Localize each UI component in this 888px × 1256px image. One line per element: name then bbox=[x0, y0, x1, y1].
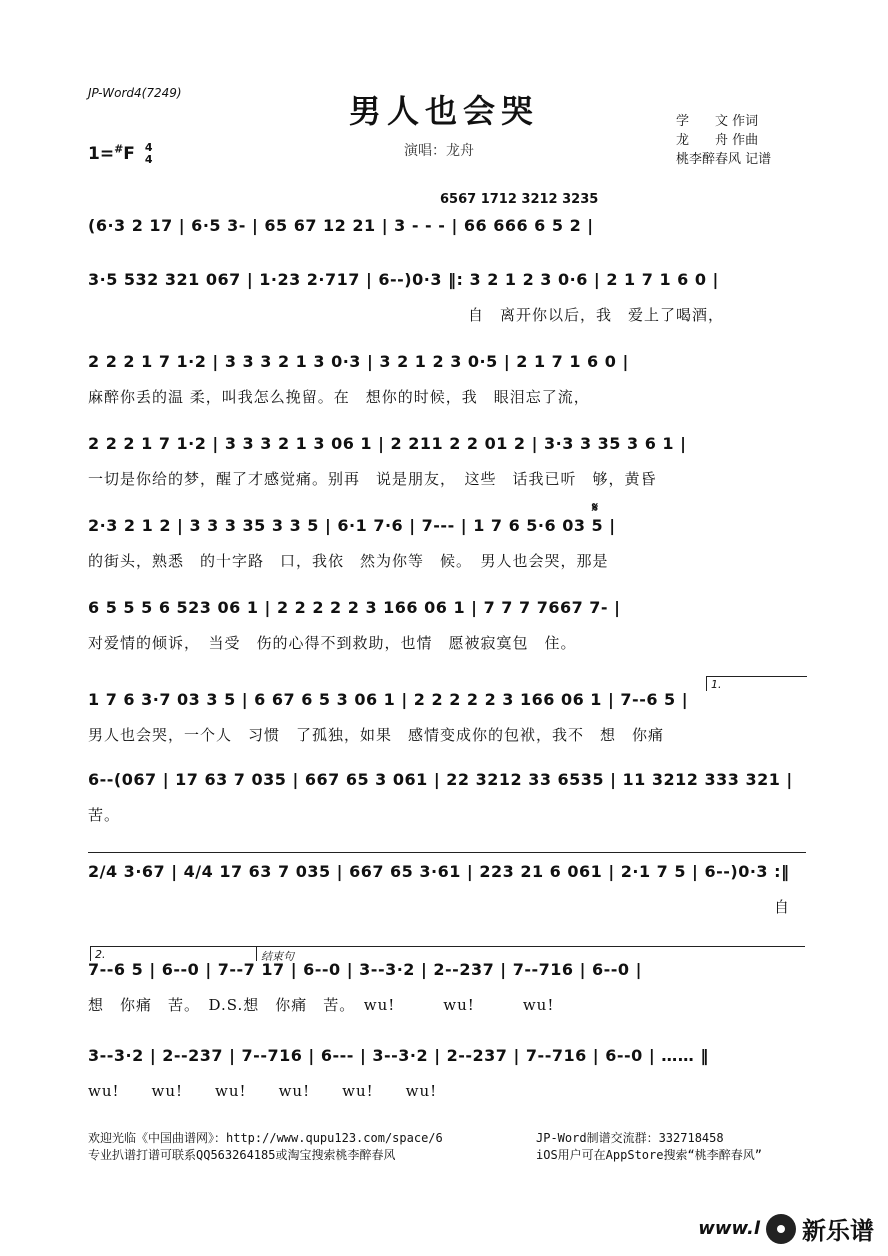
song-title: 男人也会哭 bbox=[348, 92, 539, 130]
row-lyrics: 一切是你给的梦，醒了才感觉痛。别再 说是朋友， 这些 话我已听 够，黄昏 bbox=[88, 470, 657, 488]
row-notes: 6 5 5 5 6 523 06 1 | 2 2 2 2 2 3 166 06 1 | 7 7 7 7667 7- | bbox=[88, 598, 621, 617]
score-row bbox=[88, 770, 806, 840]
score-row bbox=[88, 690, 806, 760]
row-lyrics: 苦。 bbox=[88, 806, 121, 824]
row-notes: 3·5 532 321 067 | 1·23 2·717 | 6--)0·3 ‖: 3 2 1 2 3 0·6 | 2 1 7 1 6 0 | bbox=[88, 270, 719, 289]
first-ending-bracket bbox=[706, 676, 807, 691]
sharp-sign: # bbox=[114, 142, 124, 156]
row-notes: 1 7 6 3·7 03 3 5 | 6 67 6 5 3 06 1 | 2 2 2 2 2 3 166 06 1 | 7--6 5 | bbox=[88, 690, 689, 709]
footer-right-line-1: JP-Word制谱交流群：332718458 bbox=[536, 1131, 724, 1145]
score-row bbox=[88, 1046, 806, 1116]
time-top: 4 bbox=[144, 141, 153, 154]
footer-left-line-2: 专业扒谱打谱可联系QQ563264185或淘宝搜索桃李醉春风 bbox=[88, 1148, 396, 1162]
key-note: F bbox=[123, 144, 135, 164]
row-lyrics: 自 离开你以后，我 爱上了喝酒， bbox=[468, 306, 725, 324]
row-lyrics: 麻醉你丢的温 柔，叫我怎么挽留。在 想你的时候，我 眼泪忘了流， bbox=[88, 388, 590, 406]
footer-left bbox=[88, 1130, 443, 1164]
brand-name: 新乐谱 bbox=[802, 1217, 874, 1245]
row-notes-above: 6567 1712 3212 3235 bbox=[440, 192, 599, 207]
system-line bbox=[88, 852, 806, 853]
row-lyrics: 对爱情的倾诉， 当受 伤的心得不到救助，也情 愿被寂寞包 住。 bbox=[88, 634, 577, 652]
score-row bbox=[88, 434, 806, 504]
key-signature bbox=[88, 142, 153, 166]
score-row bbox=[88, 862, 806, 932]
footer-right bbox=[536, 1130, 762, 1164]
site-brand bbox=[698, 1211, 874, 1246]
singer: 演唱：龙舟 bbox=[404, 143, 474, 159]
row-notes: 2·3 2 1 2 | 3 3 3 35 3 3 5 | 6·1 7·6 | 7--- | 1 7 6 5·6 03 5 | bbox=[88, 516, 616, 535]
score-row bbox=[88, 516, 806, 586]
credits bbox=[676, 112, 771, 169]
score-row bbox=[88, 960, 806, 1030]
row-notes: 6--(067 | 17 63 7 035 | 667 65 3 061 | 22 3212 33 6535 | 11 3212 333 321 | bbox=[88, 770, 793, 789]
row-notes: (6·3 2 17 | 6·5 3- | 65 67 12 21 | 3 - - - | 66 666 6 5 2 | bbox=[88, 216, 594, 235]
segno-sign: 𝄋 bbox=[592, 500, 599, 516]
coda-bracket bbox=[256, 946, 805, 961]
record-disc-icon bbox=[766, 1214, 796, 1244]
second-ending-label: 2. bbox=[95, 948, 106, 961]
credit-composer: 龙 舟 作曲 bbox=[676, 133, 759, 148]
row-lyrics: 想 你痛 苦。 D.S.想 你痛 苦。 wu! wu! wu! bbox=[88, 996, 555, 1014]
score-row bbox=[88, 598, 806, 668]
footer-left-line-1: 欢迎光临《中国曲谱网》：http://www.qupu123.com/space/6 bbox=[88, 1131, 443, 1145]
brand-url: www.l bbox=[698, 1218, 760, 1239]
row-lyrics: 的街头，熟悉 的十字路 口，我依 然为你等 候。 男人也会哭，那是 bbox=[88, 552, 609, 570]
time-bottom: 4 bbox=[144, 153, 153, 166]
row-notes: 7--6 5 | 6--0 | 7--7 17 | 6--0 | 3--3·2 | 2--237 | 7--716 | 6--0 | bbox=[88, 960, 642, 979]
row-lyrics: 男人也会哭，一个人 习惯 了孤独，如果 感情变成你的包袱，我不 想 你痛 bbox=[88, 726, 665, 744]
row-lyrics: wu! wu! wu! wu! wu! wu! bbox=[88, 1082, 438, 1100]
score-row bbox=[88, 352, 806, 422]
credit-lyricist: 学 文 作词 bbox=[676, 114, 759, 129]
credit-transcriber: 桃李醉春风 记谱 bbox=[676, 152, 772, 167]
first-ending-label: 1. bbox=[711, 678, 722, 691]
score-row bbox=[88, 270, 806, 340]
row-lyrics: 自 bbox=[774, 898, 791, 916]
time-signature bbox=[145, 142, 153, 166]
row-notes: 3--3·2 | 2--237 | 7--716 | 6--- | 3--3·2 | 2--237 | 7--716 | 6--0 | …… ‖ bbox=[88, 1046, 709, 1065]
software-id: JP-Word4(7249) bbox=[88, 86, 182, 100]
row-notes: 2 2 2 1 7 1·2 | 3 3 3 2 1 3 0·3 | 3 2 1 2 3 0·5 | 2 1 7 1 6 0 | bbox=[88, 352, 629, 371]
footer-right-line-2: iOS用户可在AppStore搜索“桃李醉春风” bbox=[536, 1148, 762, 1162]
coda-label: 结束句 bbox=[261, 950, 294, 963]
row-notes: 2/4 3·67 | 4/4 17 63 7 035 | 667 65 3·61 | 223 21 6 061 | 2·1 7 5 | 6--)0·3 :‖ bbox=[88, 862, 790, 881]
key-label: 1= bbox=[88, 144, 115, 164]
score-row bbox=[88, 192, 806, 262]
row-notes: 2 2 2 1 7 1·2 | 3 3 3 2 1 3 06 1 | 2 211 2 2 01 2 | 3·3 3 35 3 6 1 | bbox=[88, 434, 687, 453]
second-ending-bracket bbox=[90, 946, 259, 961]
